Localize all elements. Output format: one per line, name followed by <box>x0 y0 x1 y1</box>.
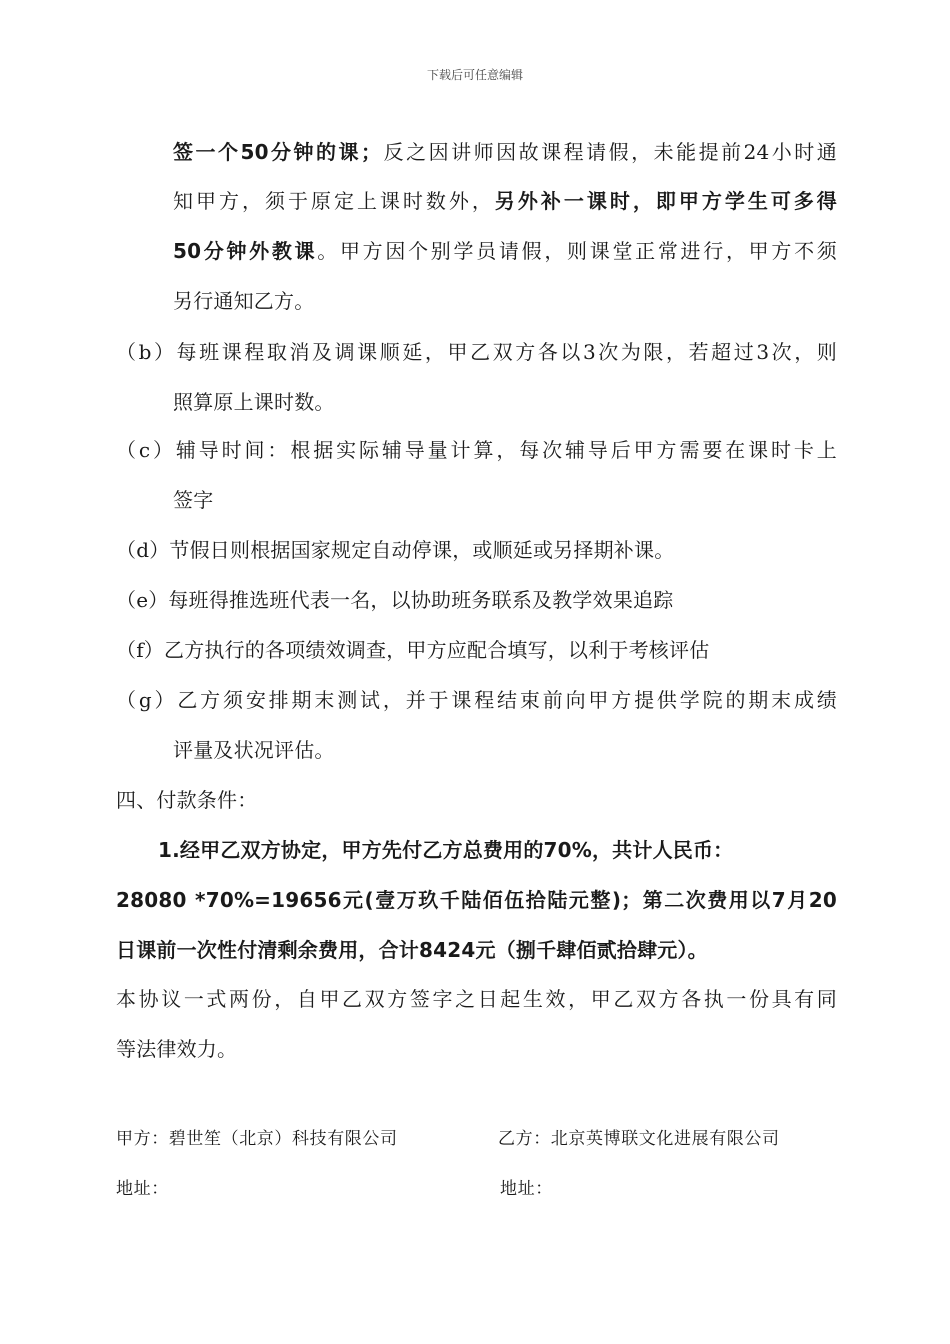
text-run: 另行通知乙方。 <box>173 289 315 313</box>
text-line <box>173 738 335 762</box>
text-line <box>173 488 213 512</box>
text-line <box>116 688 837 712</box>
text-run: （e）每班得推选班代表一名，以协助班务联系及教学效果追踪 <box>116 588 674 612</box>
text-run: （g）乙方须安排期末测试，并于课程结束前向甲方提供学院的期末成绩 <box>116 688 837 712</box>
bold-text: 28080 *70%=19656元(壹万玖千陆佰伍拾陆元整)；第二次费用以7月20 <box>116 888 837 912</box>
text-line <box>116 788 257 812</box>
text-line <box>116 1037 237 1061</box>
text-line <box>116 538 674 562</box>
text-line <box>173 239 837 263</box>
text-line <box>173 189 837 213</box>
bold-text: 50分钟外教课 <box>173 239 318 263</box>
text-run: 签字 <box>173 488 214 512</box>
text-run: （d）节假日则根据国家规定自动停课，或顺延或另择期补课。 <box>116 538 675 562</box>
text-line <box>173 289 314 313</box>
text-run: （c）辅导时间：根据实际辅导量计算，每次辅导后甲方需要在课时卡上 <box>116 438 837 462</box>
party-a-address: 地址： <box>116 1179 169 1199</box>
text-run: 本协议一式两份，自甲乙双方签字之日起生效，甲乙双方各执一份具有同 <box>116 987 837 1011</box>
text-line <box>116 938 708 962</box>
bold-text: 另外补一课时，即甲方学生可多得 <box>494 189 837 213</box>
text-line <box>116 340 837 364</box>
text-run: 知甲方，须于原定上课时数外， <box>173 189 495 213</box>
bold-text: 签一个50分钟的课； <box>173 140 382 164</box>
text-run: 等法律效力。 <box>116 1037 238 1061</box>
text-run: 。甲方因个别学员请假，则课堂正常进行，甲方不须 <box>317 239 837 263</box>
party-b-name: 乙方：北京英博联文化进展有限公司 <box>498 1129 780 1149</box>
text-line <box>173 140 837 164</box>
text-line <box>158 838 733 862</box>
text-run: 反之因讲师因故课程请假，未能提前24小时通 <box>381 140 837 164</box>
text-run: （f）乙方执行的各项绩效调查，甲方应配合填写，以利于考核评估 <box>116 638 710 662</box>
text-line <box>116 987 837 1011</box>
text-line <box>116 438 837 462</box>
page-header: 下载后可任意编辑 <box>426 68 523 82</box>
text-line <box>116 888 837 912</box>
bold-text: 1.经甲乙双方协定，甲方先付乙方总费用的70%，共计人民币： <box>158 838 734 862</box>
party-b-address: 地址： <box>500 1179 553 1199</box>
bold-text: 日课前一次性付清剩余费用，合计8424元（捌千肆佰贰拾肆元）。 <box>116 938 708 962</box>
text-run: 四、付款条件： <box>116 788 258 812</box>
text-line <box>116 638 709 662</box>
text-line <box>173 390 335 414</box>
text-run: 评量及状况评估。 <box>173 738 335 762</box>
text-run: 照算原上课时数。 <box>173 390 335 414</box>
text-run: （b）每班课程取消及调课顺延，甲乙双方各以3次为限，若超过3次，则 <box>116 340 837 364</box>
party-a-name: 甲方：碧世笙（北京）科技有限公司 <box>116 1129 398 1149</box>
text-line <box>116 588 673 612</box>
